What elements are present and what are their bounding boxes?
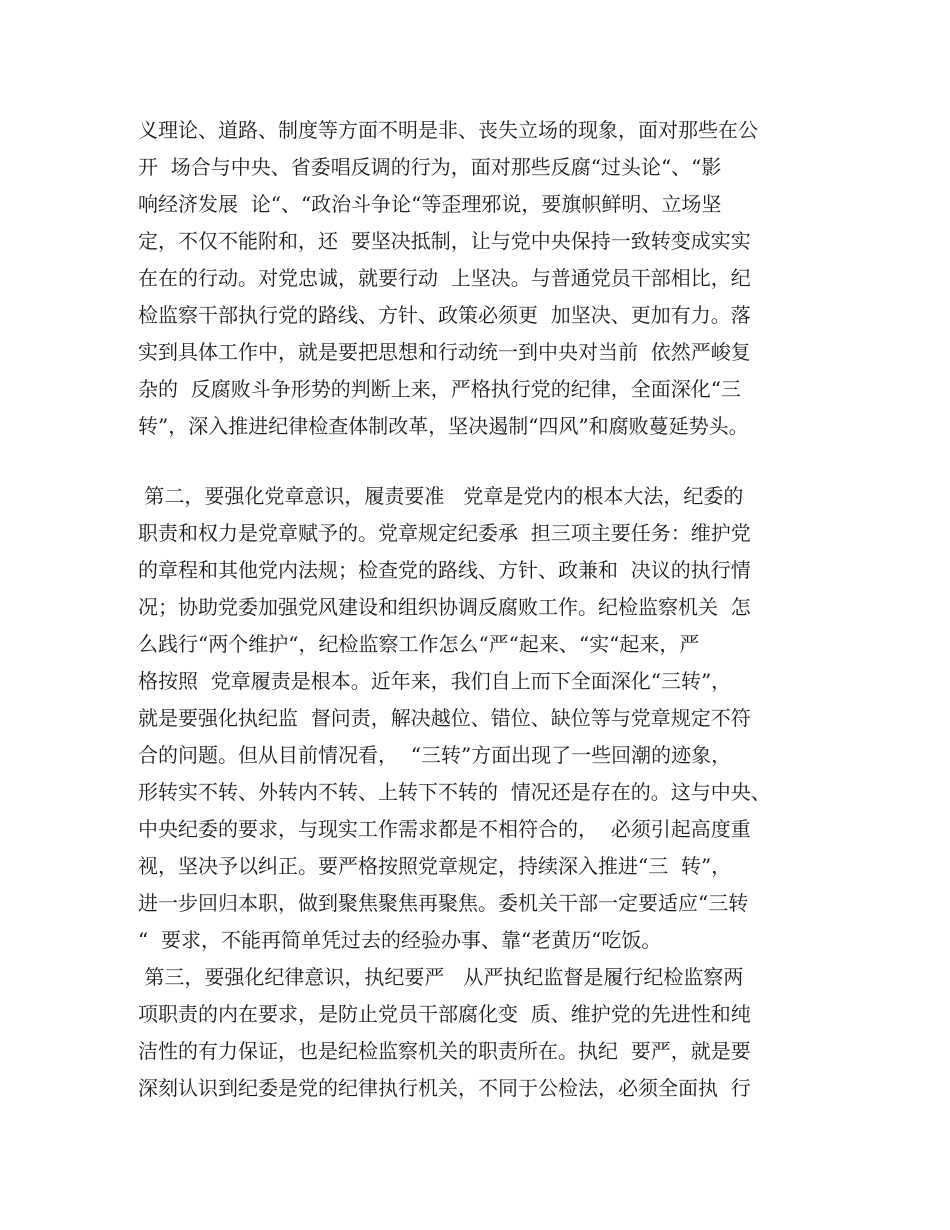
text-line: 形转实不转、外转内不转、上转下不转的 情况还是存在的。这与中央、 <box>138 780 771 804</box>
text-line: 中央纪委的要求，与现实工作需求都是不相符合的， 必须引起高度重 <box>138 817 751 841</box>
text-line: 合的问题。但从目前情况看， “三转”方面出现了一些回潮的迹象， <box>138 743 732 767</box>
text-line: 的章程和其他党内法规；检查党的路线、方针、政兼和 决议的执行情 <box>138 558 751 582</box>
text-line: 职责和权力是党章赋予的。党章规定纪委承 担三项主要任务：维护党 <box>138 521 751 545</box>
text-line: 检监察干部执行党的路线、方针、政策必须更 加坚决、更加有力。落 <box>138 303 751 327</box>
text-line: 响经济发展 论“、“政治斗争论“等歪理邪说，要旗帜鲜明、立场坚 <box>138 192 722 216</box>
paragraph-heading-line: 第二，要强化党章意识，履责要准 党章是党内的根本大法，纪委的 <box>138 484 744 508</box>
text-line: 况；协助党委加强党风建设和组织协调反腐败工作。纪检监察机关 怎 <box>138 595 751 619</box>
text-line: “ 要求，不能再简单凭过去的经验办事、靠“老黄历“吃饭。 <box>138 928 662 952</box>
text-line: 格按照 党章履责是根本。近年来，我们自上而下全面深化“三转”， <box>138 669 732 693</box>
text-line: 项职责的内在要求，是防止党员干部腐化变 质、维护党的先进性和纯 <box>138 1002 751 1026</box>
text-line: 实到具体工作中，就是要把思想和行动统一到中央对当前 依然严峻复 <box>138 340 751 364</box>
text-line: 深刻认识到纪委是党的纪律执行机关，不同于公检法，必须全面执 行 <box>138 1076 751 1100</box>
text-line: 在在的行动。对党忠诚，就要行动 上坚决。与普通党员干部相比，纪 <box>138 266 751 290</box>
text-line: 洁性的有力保证，也是纪检监察机关的职责所在。执纪 要严，就是要 <box>138 1039 751 1063</box>
text-line: 视，坚决予以纠正。要严格按照党章规定，持续深入推进“三 转”， <box>138 854 732 878</box>
text-line: 杂的 反腐败斗争形势的判断上来，严格执行党的纪律，全面深化“三 <box>138 377 741 401</box>
paragraph-heading-line: 第三，要强化纪律意识，执纪要严 从严执纪监督是履行纪检监察两 <box>138 965 744 989</box>
text-line: 开 场合与中央、省委唱反调的行为，面对那些反腐“过头论“、“影 <box>138 155 722 179</box>
text-line: 么践行“两个维护“，纪检监察工作怎么“严“起来、“实“起来，严 <box>138 632 700 656</box>
text-line: 进一步回归本职，做到聚焦聚焦再聚焦。委机关干部一定要适应“三转 <box>138 891 749 915</box>
text-line: 就是要强化执纪监 督问责，解决越位、错位、缺位等与党章规定不符 <box>138 706 751 730</box>
text-line: 转”，深入推进纪律检查体制改革，坚决遏制“四风”和腐败蔓延势头。 <box>138 414 749 438</box>
text-line: 义理论、道路、制度等方面不明是非、丧失立场的现象，面对那些在公 <box>138 118 758 142</box>
text-line: 定，不仅不能附和，还 要坚决抵制，让与党中央保持一致转变成实实 <box>138 229 751 253</box>
